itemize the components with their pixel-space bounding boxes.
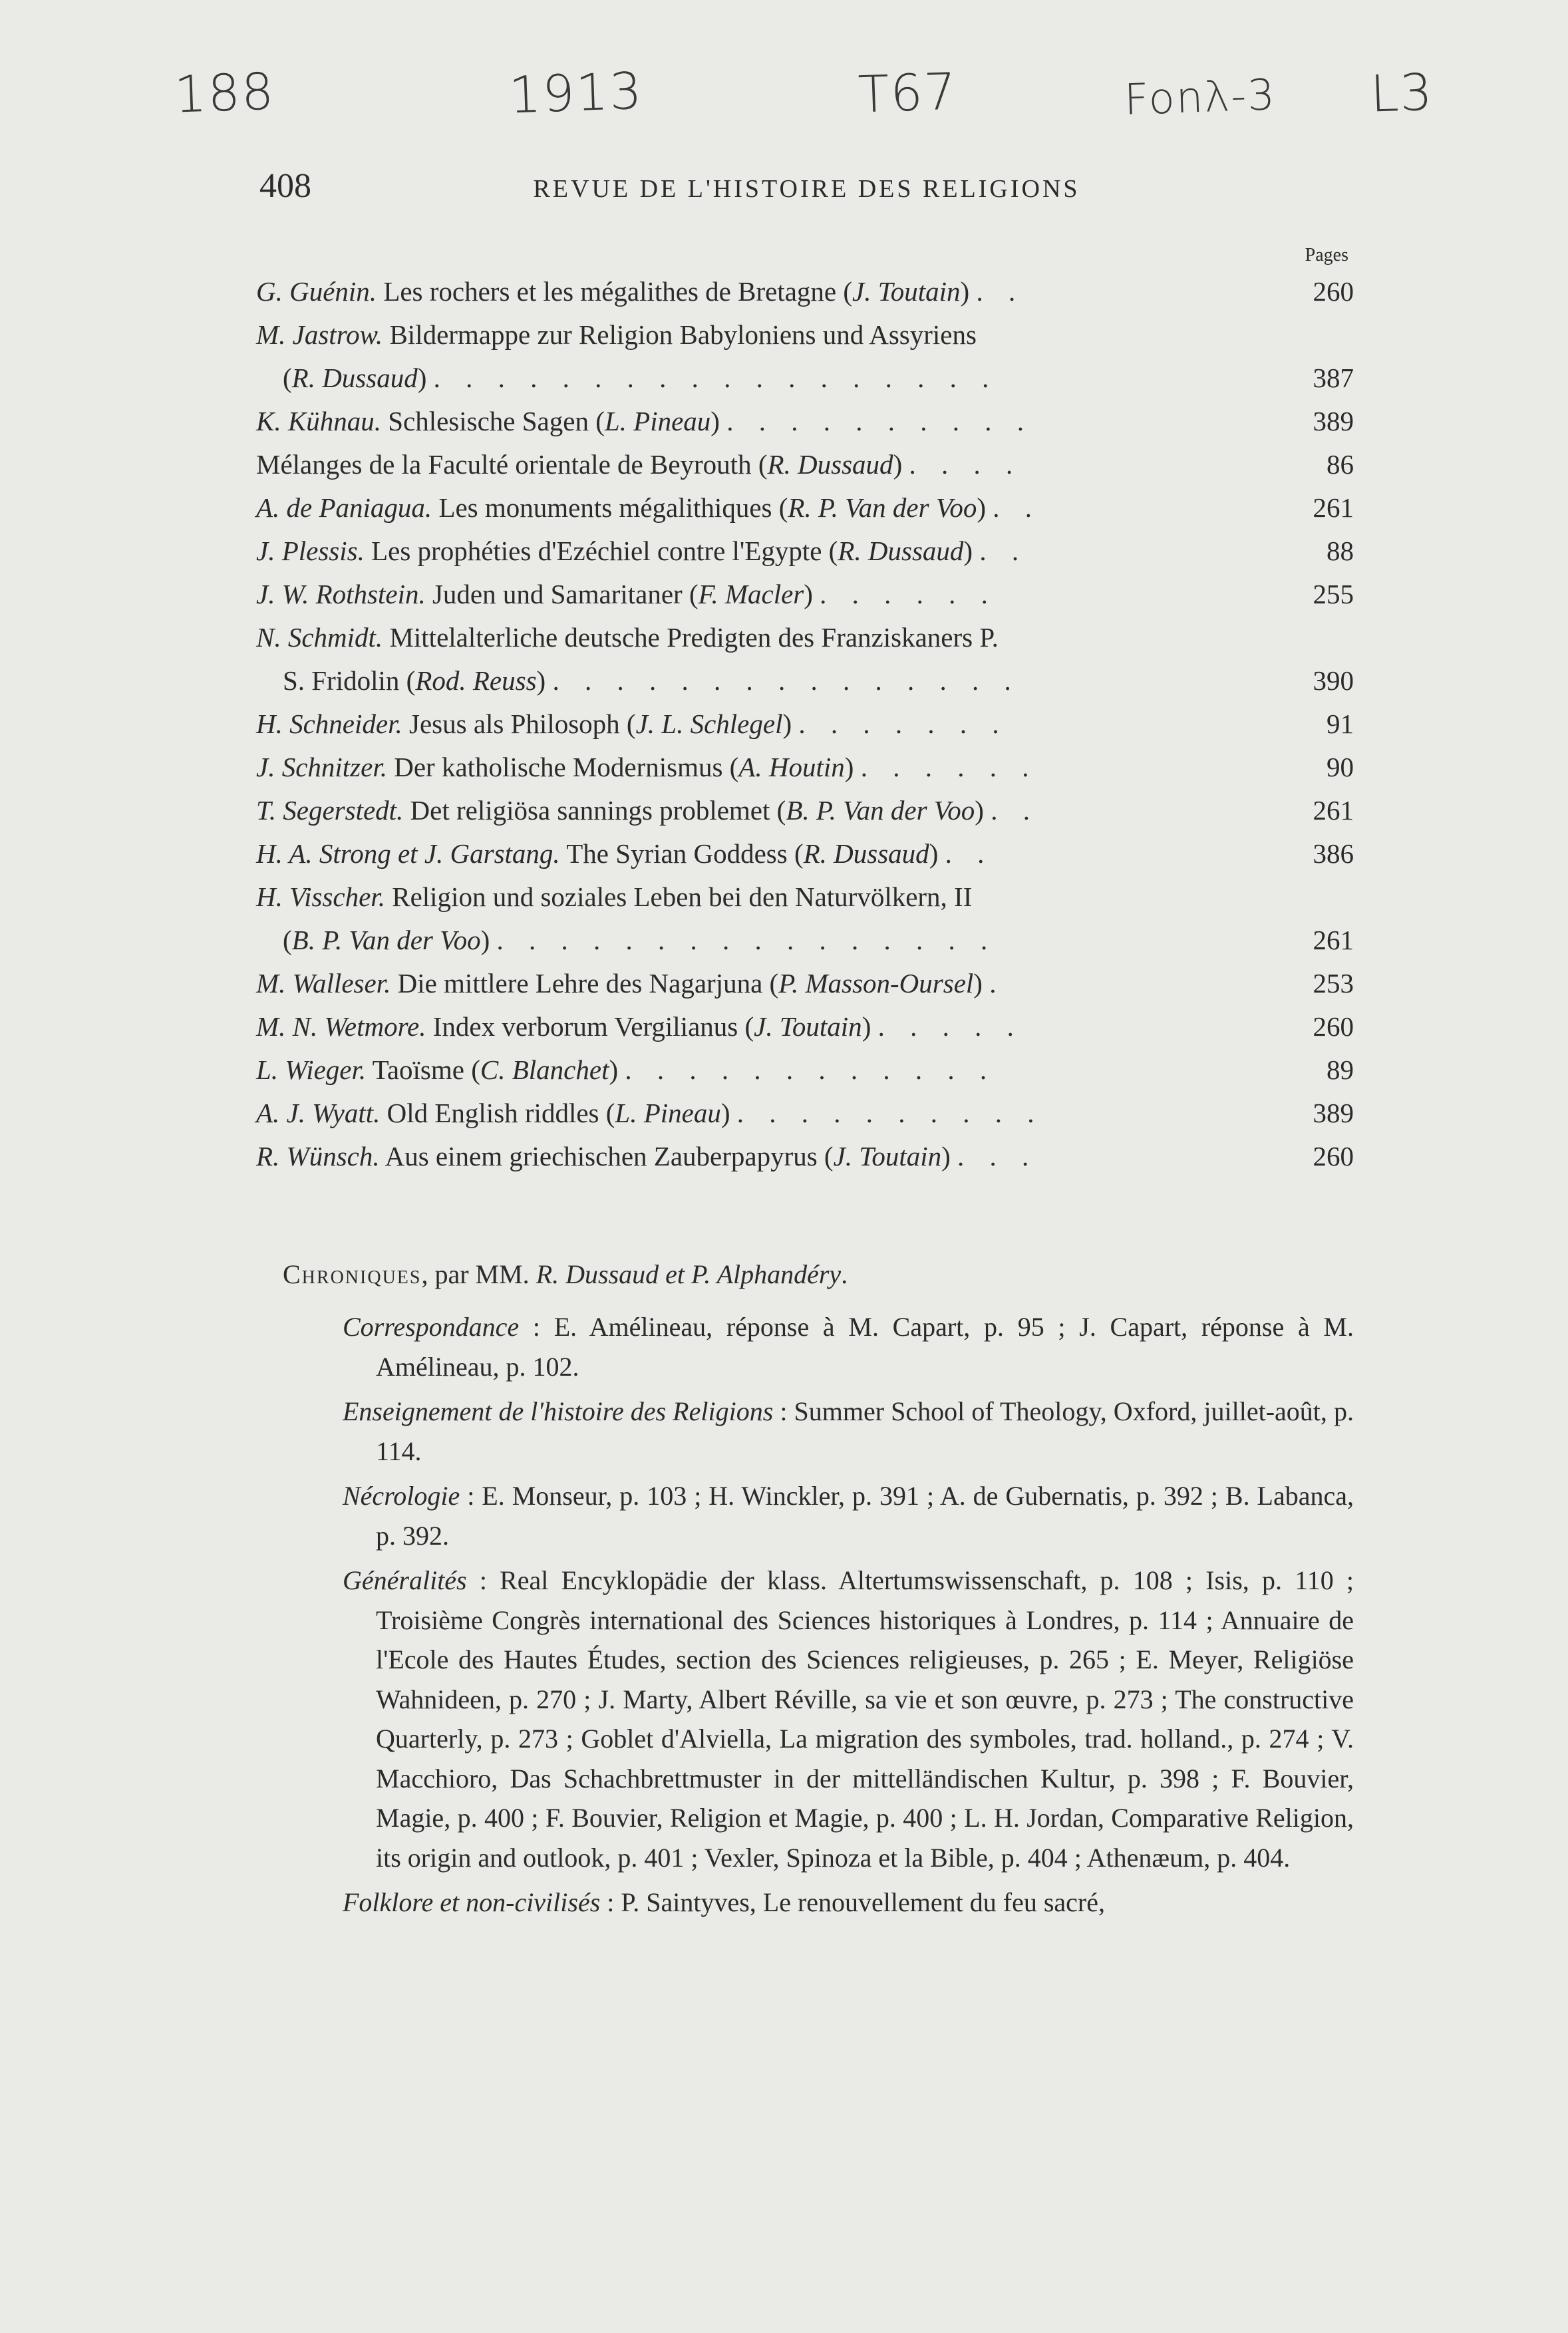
entry-close: ): [893, 449, 903, 480]
entry-reviewer: J. L. Schlegel: [635, 708, 783, 739]
entry-reviewer: Rod. Reuss: [415, 665, 537, 696]
leader-dots: . . . . . .: [860, 752, 1038, 782]
entry-author: J. Plessis.: [256, 536, 365, 566]
index-entry: [256, 702, 1354, 746]
entry-close: ): [963, 536, 973, 566]
entry-page-number: 253: [1313, 968, 1354, 999]
leader-dots: . . . . . . . . . .: [726, 406, 1033, 436]
leader-dots: . . . . . . . . . . . .: [625, 1054, 997, 1085]
entry-page-number: 261: [1313, 925, 1354, 955]
leader-dots: . . . . . .: [820, 579, 997, 609]
entry-reviewer: R. P. Van der Voo: [788, 492, 977, 523]
entry-title: Mittelalterliche deutsche Predigten des Franziskaners P.: [383, 622, 999, 653]
entry-close: ): [977, 492, 986, 523]
handwritten-note: T67: [857, 61, 959, 124]
entry-reviewer: F. Macler: [698, 579, 804, 609]
entry-page-number: 387: [1313, 363, 1354, 393]
entry-author: G. Guénin.: [256, 276, 377, 307]
chroniques-section: [283, 1254, 1354, 1928]
chronique-paragraph: [283, 1392, 1354, 1471]
chronique-text: : E. Amélineau, réponse à M. Capart, p. 95 ; J. Capart, réponse à M. Amélineau, p. 102.: [376, 1312, 1354, 1382]
chroniques-paragraphs: [283, 1307, 1354, 1923]
chroniques-authors: R. Dussaud et P. Alphandéry: [536, 1259, 842, 1289]
handwritten-note: L3: [1369, 62, 1435, 124]
entry-title: Les rochers et les mégalithes de Bretagne (: [377, 276, 852, 307]
index-entry: [256, 746, 1354, 789]
index-entry: [256, 486, 1354, 530]
entry-author: H. Visscher.: [256, 881, 385, 912]
entry-page-number: 255: [1313, 579, 1354, 609]
entry-close: ): [417, 363, 427, 393]
entry-title: Index verborum Vergilianus (: [426, 1011, 754, 1042]
entry-author: T. Segerstedt.: [256, 795, 404, 826]
entry-reviewer: B. P. Van der Voo: [291, 925, 481, 955]
entry-reviewer: B. P. Van der Voo: [786, 795, 975, 826]
chronique-paragraph: [283, 1883, 1354, 1923]
index-entry: [256, 789, 1354, 832]
leader-dots: . .: [976, 276, 1025, 307]
entry-title: Der katholische Modernismus (: [387, 752, 739, 782]
chronique-category: Généralités: [343, 1565, 467, 1595]
leader-dots: . . . . .: [877, 1011, 1023, 1042]
entry-author: M. Jastrow.: [256, 319, 383, 350]
entry-author: H. A. Strong et J. Garstang.: [256, 838, 560, 869]
entry-author: N. Schmidt.: [256, 622, 383, 653]
chronique-text: : P. Saintyves, Le renouvellement du feu sacré,: [600, 1887, 1105, 1917]
entry-page-number: 260: [1313, 276, 1354, 307]
page-header: [259, 166, 1354, 213]
entry-page-number: 89: [1327, 1054, 1354, 1085]
entry-title: Det religiösa sannings problemet (: [403, 795, 786, 826]
entry-continuation: (: [283, 363, 292, 393]
entry-page-number: 260: [1313, 1011, 1354, 1042]
entry-reviewer: A. Houtin: [738, 752, 845, 782]
chronique-category: Nécrologie: [343, 1481, 460, 1511]
entry-close: ): [960, 276, 970, 307]
chroniques-label: Chroniques: [283, 1259, 422, 1289]
index-entry: [256, 443, 1354, 486]
entry-reviewer: R. Dussaud: [838, 536, 964, 566]
entry-page-number: 86: [1327, 449, 1354, 480]
entry-title: Les monuments mégalithiques (: [432, 492, 788, 523]
entry-title: Die mittlere Lehre des Nagarjuna (: [391, 968, 779, 999]
entry-page-number: 260: [1313, 1141, 1354, 1171]
chronique-paragraph: [283, 1476, 1354, 1555]
entry-close: ): [536, 665, 546, 696]
entry-close: ): [804, 579, 813, 609]
entry-author: H. Schneider.: [256, 708, 402, 739]
leader-dots: . . . . . . . . . . . . . . . .: [496, 925, 997, 955]
index-entry: [256, 962, 1354, 1005]
chronique-category: Correspondance: [343, 1312, 520, 1342]
entry-page-number: 261: [1313, 492, 1354, 523]
entry-reviewer: R. Dussaud: [803, 838, 929, 869]
chroniques-title-text: , par MM.: [421, 1259, 536, 1289]
chroniques-title-end: .: [841, 1259, 848, 1289]
entry-page-number: 386: [1313, 838, 1354, 869]
entry-page-number: 389: [1313, 1098, 1354, 1128]
leader-dots: . .: [945, 838, 994, 869]
index-entries: [256, 270, 1354, 1178]
index-entry: [256, 616, 1354, 702]
leader-dots: . .: [993, 492, 1041, 523]
entry-reviewer: C. Blanchet: [480, 1054, 609, 1085]
entry-page-number: 90: [1327, 752, 1354, 782]
leader-dots: . .: [991, 795, 1039, 826]
review-index: [256, 245, 1354, 1178]
handwritten-note: 1913: [508, 61, 644, 125]
handwritten-note: 188: [173, 61, 276, 124]
entry-reviewer: P. Masson-Oursel: [778, 968, 974, 999]
leader-dots: . . . . . . . . . .: [736, 1098, 1044, 1128]
chronique-category: Folklore et non-civilisés: [343, 1887, 601, 1917]
index-entry: [256, 1005, 1354, 1048]
entry-close: ): [941, 1141, 951, 1171]
entry-continuation: (: [283, 925, 292, 955]
entry-reviewer: L. Pineau: [615, 1098, 721, 1128]
entry-close: ): [710, 406, 720, 436]
entry-title: Aus einem griechischen Zauberpapyrus (: [379, 1141, 834, 1171]
entry-close: ): [609, 1054, 619, 1085]
entry-author: M. N. Wetmore.: [256, 1011, 426, 1042]
entry-author: L. Wieger.: [256, 1054, 367, 1085]
entry-close: ): [862, 1011, 871, 1042]
entry-title: Taoïsme (: [366, 1054, 480, 1085]
entry-reviewer: J. Toutain: [852, 276, 961, 307]
entry-title: Old English riddles (: [380, 1098, 615, 1128]
index-entry: [256, 875, 1354, 962]
entry-author: J. Schnitzer.: [256, 752, 387, 782]
entry-page-number: 91: [1327, 708, 1354, 739]
entry-title: Les prophéties d'Ezéchiel contre l'Egypte (: [364, 536, 838, 566]
leader-dots: . . . . . . .: [798, 708, 1009, 739]
entry-title: Schlesische Sagen (: [381, 406, 605, 436]
entry-reviewer: R. Dussaud: [767, 449, 893, 480]
entry-author: A. J. Wyatt.: [256, 1098, 381, 1128]
leader-dots: . . . . . . . . . . . . . . .: [552, 665, 1020, 696]
entry-author: A. de Paniagua.: [256, 492, 432, 523]
chroniques-title: [283, 1254, 1354, 1295]
index-entry: [256, 1135, 1354, 1178]
running-title: REVUE DE L'HISTOIRE DES RELIGIONS: [533, 175, 1080, 203]
entry-reviewer: J. Toutain: [754, 1011, 862, 1042]
entry-reviewer: J. Toutain: [833, 1141, 942, 1171]
index-entry: [256, 400, 1354, 443]
entry-close: ): [782, 708, 792, 739]
entry-close: ): [480, 925, 490, 955]
index-entry: [256, 832, 1354, 875]
leader-dots: . . . . . . . . . . . . . . . . . .: [433, 363, 999, 393]
entry-close: ): [844, 752, 854, 782]
entry-close: ): [720, 1098, 730, 1128]
leader-dots: . . .: [957, 1141, 1038, 1171]
entry-close: ): [973, 968, 983, 999]
entry-title: Jesus als Philosoph (: [402, 708, 636, 739]
entry-author: J. W. Rothstein.: [256, 579, 426, 609]
leader-dots: . . . .: [909, 449, 1022, 480]
chronique-paragraph: [283, 1307, 1354, 1386]
entry-title: Religion und soziales Leben bei den Naturvölkern, II: [385, 881, 973, 912]
entry-reviewer: L. Pineau: [604, 406, 711, 436]
chronique-paragraph: [283, 1561, 1354, 1877]
entry-title: Juden und Samaritaner (: [425, 579, 699, 609]
entry-title: The Syrian Goddess (: [559, 838, 804, 869]
handwritten-note: Fonλ-3: [1123, 71, 1277, 125]
index-entry: [256, 573, 1354, 616]
entry-author: M. Walleser.: [256, 968, 391, 999]
entry-page-number: 390: [1313, 665, 1354, 696]
entry-continuation: S. Fridolin (: [283, 665, 416, 696]
entry-page-number: 88: [1327, 536, 1354, 566]
entry-page-number: 389: [1313, 406, 1354, 436]
chronique-category: Enseignement de l'histoire des Religions: [343, 1396, 774, 1426]
entry-title: Mélanges de la Faculté orientale de Beyrouth (: [256, 449, 768, 480]
entry-author: K. Kühnau.: [256, 406, 381, 436]
pages-column-label: Pages: [1305, 245, 1348, 265]
entry-reviewer: R. Dussaud: [291, 363, 418, 393]
entry-close: ): [975, 795, 984, 826]
entry-close: ): [929, 838, 939, 869]
leader-dots: .: [989, 968, 1006, 999]
chronique-text: : E. Monseur, p. 103 ; H. Winckler, p. 391 ; A. de Gubernatis, p. 392 ; B. Labanca, p. 392.: [376, 1481, 1354, 1551]
entry-author: R. Wünsch.: [256, 1141, 380, 1171]
page-number: 408: [259, 167, 311, 205]
index-entry: [256, 1048, 1354, 1092]
entry-title: Bildermappe zur Religion Babyloniens und Assyriens: [383, 319, 977, 350]
index-entry: [256, 313, 1354, 400]
chronique-text: : Summer School of Theology, Oxford, juillet-août, p. 114.: [376, 1396, 1354, 1466]
index-entry: [256, 1092, 1354, 1135]
leader-dots: . .: [979, 536, 1028, 566]
index-entry: [256, 530, 1354, 573]
chronique-text: : Real Encyklopädie der klass. Altertumswissenschaft, p. 108 ; Isis, p. 110 ; Troisième Congrès international des Sciences historiques à Londres, p. 114 ; Annuaire de l'Ecole des Hautes Études, section des Sciences religieuses, p. 265 ; E. Meyer, Religiöse Wahnideen, p. 270 ; J. Marty, Albert Réville, sa vie et son œuvre, p. 273 ; The constructive Quarterly, p. 273 ; Goblet d'Alviella, La migration des symboles, trad. holland., p. 274 ; V. Macchioro, Das Schachbrettmuster in der mittelländischen Kultur, p. 398 ; F. Bouvier, Magie, p. 400 ; F. Bouvier, Religion et Magie, p. 400 ; L. H. Jordan, Comparative Religion, its origin and outlook, p. 401 ; Vexler, Spinoza et la Bible, p. 404 ; Athenæum, p. 404.: [376, 1565, 1354, 1873]
index-entry: [256, 270, 1354, 313]
entry-page-number: 261: [1313, 795, 1354, 826]
